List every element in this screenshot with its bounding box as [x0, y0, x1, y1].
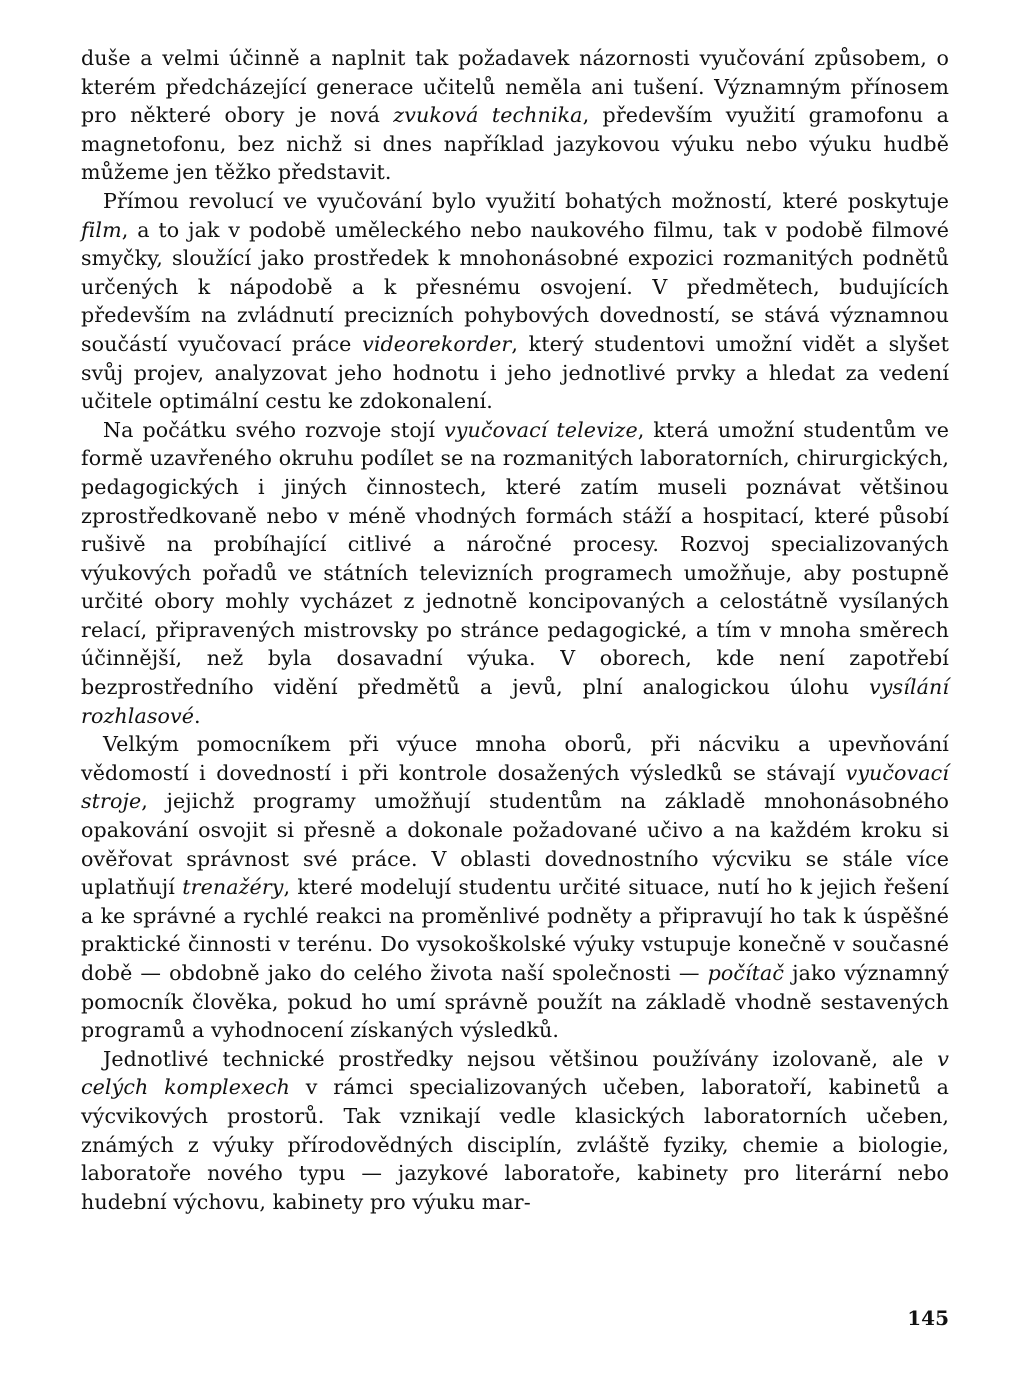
text-segment: jako významný pomocník člověka, pokud ho umí správně použít na základě vhodně sestavených programů a vyhodnocení získaných výsledků. — [81, 961, 950, 1043]
paragraph-2 — [81, 187, 949, 416]
page-number: 145 — [907, 1306, 949, 1330]
text-segment: Na počátku svého rozvoje stojí — [103, 417, 445, 442]
text-segment: , která umožní studentům ve formě uzavřeného okruhu podílet se na rozmanitých laboratorních, chirurgických, pedagogických i jiných činnostech, které zatím museli poznávat většinou zprostředkovaně nebo v méně vhodných formách stáží a hospitací, které působí rušivě na probíhající citlivé a náročné procesy. Rozvoj specializovaných výukových pořadů ve státních televizních programech umožňuje, aby postupně určité obory mohly vycházet z jednotně koncipovaných a celostátně vysílaných relací, připravených mistrovsky po stránce pedagogické, a tím v mnoha směrech účinnější, než byla dosavadní výuka. V oborech, kde není zapotřebí bezprostředního vidění předmětů a jevů, plní analogickou úlohu — [81, 417, 949, 700]
paragraph-3 — [81, 416, 949, 731]
text-segment: , a to jak v podobě uměleckého nebo naukového filmu, tak v podobě filmové smyčky, sloužící jako prostředek k mnohonásobné expozici rozmanitých podnětů určených k nápodobě a k přesnému osvojení. V předmětech, budujících především na zvládnutí precizních pohybových dovedností, se stává významnou součástí vyučovací práce — [81, 217, 949, 356]
emphasized-term: vyučovací stroje — [81, 760, 949, 814]
text-segment: , především využití gramofonu a magnetofonu, bez nichž si dnes například jazykovou výuku nebo výuku hudbě můžeme jen těžko představit. — [81, 103, 949, 185]
emphasized-term: videorekorder — [362, 331, 512, 356]
emphasized-term: počítač — [707, 961, 785, 985]
text-segment: Jednotlivé technické prostředky nejsou většinou používány izolovaně, ale — [103, 1046, 938, 1071]
emphasized-term: vyučovací televize — [444, 417, 638, 442]
text-segment: , jejichž programy umožňují studentům na základě mnohonásobného opakování osvojit si přesně a dokonale požadované učivo a na každém kroku si ověřovat správnost své práce. V oblasti dovednostního výcviku se stále více uplatňují — [81, 789, 949, 900]
emphasized-term: vysílání rozhlasové — [81, 675, 949, 728]
paragraph-4 — [81, 730, 949, 1045]
emphasized-term: v celých komplexech — [81, 1046, 949, 1100]
book-page-body — [81, 44, 949, 1216]
text-segment: , který studentovi umožní vidět a slyšet svůj projev, analyzovat jeho hodnotu i jeho jednotlivé prvky a hledat za vedení učitele optimální cestu ke zdokonalení. — [81, 331, 949, 414]
emphasized-term: zvuková technika — [393, 103, 583, 128]
text-segment: Přímou revolucí ve vyučování bylo využití bohatých možností, které poskytuje — [103, 188, 949, 213]
text-segment: . — [194, 703, 201, 728]
text-segment: duše a velmi účinně a naplnit tak požadavek názornosti vyučování způsobem, o kterém předcházející generace učitelů neměla ani tušení. Významným přínosem pro některé obory je nová — [81, 46, 949, 128]
text-segment: Velkým pomocníkem při výuce mnoha oborů, při nácviku a upevňování vědomostí i dovedností i při kontrole dosažených výsledků se stávají — [81, 732, 949, 785]
paragraph-5 — [81, 1045, 949, 1217]
paragraph-1 — [81, 44, 949, 187]
text-segment: v rámci specializovaných učeben, laboratoří, kabinetů a výcvikových prostorů. Tak vznikají vedle klasických laboratorních učeben, známých z výuky přírodovědných disciplín, zvláště fyziky, chemie a biologie, laboratoře nového typu — jazykové laboratoře, kabinety pro literární nebo hudební výchovu, kabinety pro výuku mar- — [81, 1075, 949, 1214]
emphasized-term: film — [81, 217, 122, 242]
text-segment: , které modelují studentu určité situace, nutí ho k jejich řešení a ke správné a rychlé reakci na proměnlivé podněty a připravují ho tak k úspěšné praktické činnosti v terénu. Do vysokoškolské výuky vstupuje konečně v současné době — obdobně jako do celého života naší společnosti — — [81, 875, 949, 985]
emphasized-term: trenažéry — [182, 875, 284, 900]
